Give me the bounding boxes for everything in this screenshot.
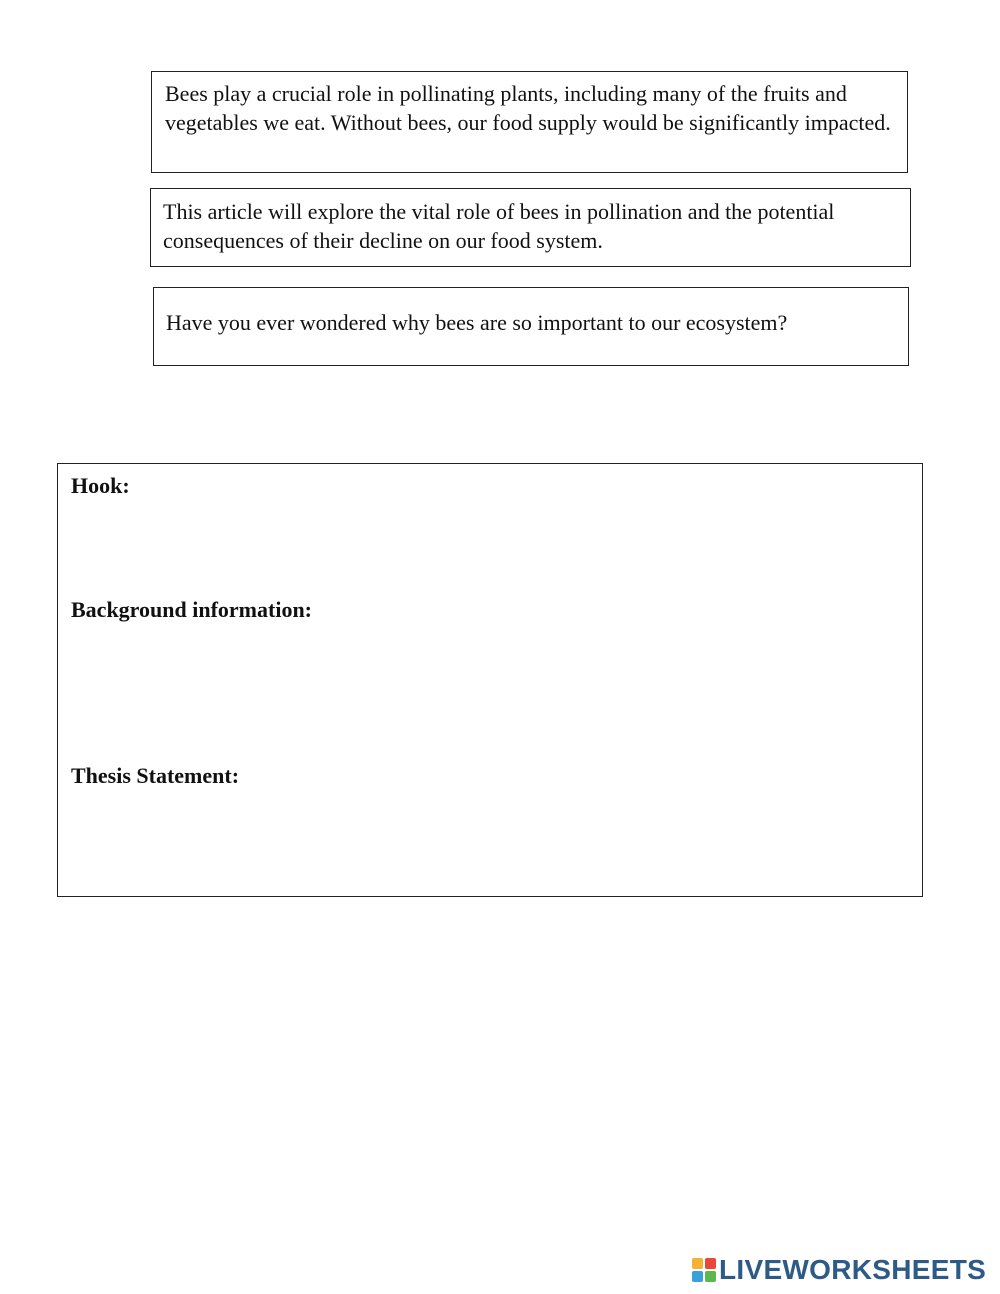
background-information-drop-zone[interactable] <box>70 628 910 756</box>
thesis-statement-label: Thesis Statement: <box>71 763 240 788</box>
liveworksheets-brand <box>692 1256 986 1284</box>
thesis-statement-drop-zone[interactable] <box>70 794 910 888</box>
logo-block <box>705 1271 716 1282</box>
statement-card-text: Have you ever wondered why bees are so important to our ecosystem? <box>166 310 788 335</box>
brand-name: LIVEWORKSHEETS <box>719 1254 987 1285</box>
introduction-organizer <box>57 463 923 897</box>
statement-card-text: This article will explore the vital role of bees in pollination and the potential consequences of their decline on our food system. <box>163 199 835 253</box>
hook-label: Hook: <box>71 473 130 498</box>
logo-block <box>692 1258 703 1269</box>
background-information-label: Background information: <box>71 597 313 622</box>
logo-block <box>705 1258 716 1269</box>
statement-card-hook[interactable] <box>153 287 909 366</box>
statement-card-thesis[interactable] <box>150 188 911 267</box>
hook-drop-zone[interactable] <box>70 504 910 592</box>
liveworksheets-logo-icon <box>692 1258 716 1282</box>
logo-block <box>692 1271 703 1282</box>
statement-card-text: Bees play a crucial role in pollinating plants, including many of the fruits and vegetables we eat. Without bees, our food supply would be significantly impacted. <box>165 81 891 135</box>
statement-card-background[interactable] <box>151 71 908 173</box>
